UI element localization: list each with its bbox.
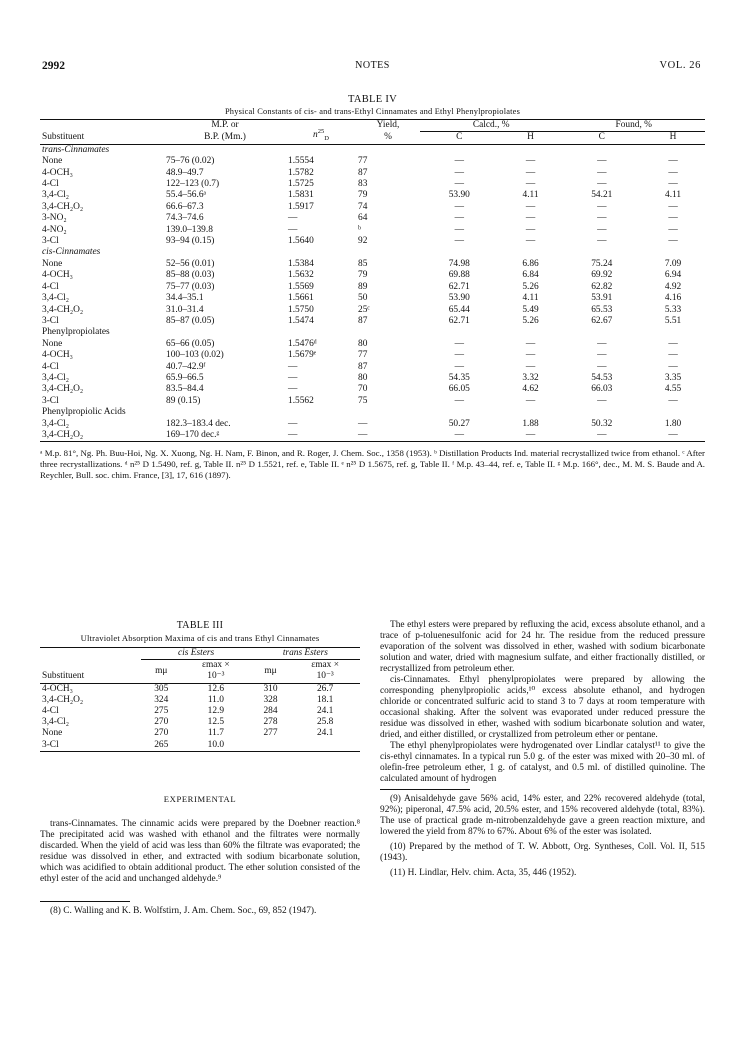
table-cell: 75–77 (0.03) xyxy=(166,281,215,292)
table-row xyxy=(40,316,705,327)
table-iv-label: TABLE IV xyxy=(347,94,398,105)
table-cell: — xyxy=(454,361,464,372)
table-cell: — xyxy=(454,236,464,247)
table-row xyxy=(40,156,705,167)
table-cell: — xyxy=(525,156,536,167)
volume-label: VOL. 26 xyxy=(659,60,701,71)
table-cell: 34.4–35.1 xyxy=(166,293,204,304)
table-cell: 50.27 xyxy=(448,418,470,429)
table-cell: 277 xyxy=(263,728,278,739)
table-cell: — xyxy=(525,167,536,178)
table-section-header xyxy=(40,407,705,418)
table-cell: 11.7 xyxy=(207,728,224,739)
table-row xyxy=(40,430,705,442)
table-cell: — xyxy=(454,213,464,224)
table-cell: 324 xyxy=(154,694,169,705)
table-cell: — xyxy=(597,213,607,224)
table-cell: 3,4-CH₂O₂ xyxy=(42,384,84,395)
table-cell: — xyxy=(454,395,464,406)
table-cell: 3,4-CH₂O₂ xyxy=(42,429,84,440)
table-cell: — xyxy=(454,167,464,178)
table-cell: 5.49 xyxy=(522,304,539,315)
table-cell: 11.0 xyxy=(207,694,224,705)
table-cell: 12.5 xyxy=(207,717,225,728)
table-cell: 69.92 xyxy=(591,270,613,281)
col-trans-eps: εmax × 10⁻³ xyxy=(311,660,340,682)
table-cell: 275 xyxy=(154,706,169,717)
table-cell: — xyxy=(668,236,678,247)
table-cell: 4.11 xyxy=(522,190,539,201)
table-cell: 65–66 (0.05) xyxy=(166,338,215,349)
table-cell: ᵇ xyxy=(358,224,361,235)
table-cell: 65.44 xyxy=(448,304,470,315)
table-row xyxy=(40,202,705,213)
table-cell: 1.5831 xyxy=(288,190,314,201)
col-yield-line2: % xyxy=(384,131,392,142)
table-cell: 31.0–31.4 xyxy=(166,304,204,315)
table-cell: 4-OCH₃ xyxy=(42,167,73,178)
table-cell: 284 xyxy=(263,706,278,717)
section-name: trans-Cinnamates xyxy=(42,144,110,155)
table-cell: 5.51 xyxy=(664,315,682,326)
table-cell: — xyxy=(597,201,607,212)
table-cell: 25ᶜ xyxy=(358,304,370,315)
table-cell: 270 xyxy=(154,717,169,728)
col-cis-eps: εmax × 10⁻³ xyxy=(202,660,230,682)
table-cell: 62.82 xyxy=(591,281,613,292)
experimental-paragraph: trans-Cinnamates. The cinnamic acids were prepared by the Doebner reaction.⁸ The precipitated acid was washed with ethanol and the filtrates were normally discarded. When the yield of acid was less than 60% the filtrate was evaporated; the residue was dissolved in ether, and extracted with sodium bicarbonate solution, which was acidified to obtain additional product. The ether solution consisted of the ethyl ester of the acid and unchanged aldehyde.⁹ xyxy=(40,818,360,884)
experimental-heading: EXPERIMENTAL xyxy=(163,793,237,804)
table-cell: 3,4-Cl₂ xyxy=(42,717,69,728)
col-mp-line2: B.P. (Mm.) xyxy=(204,131,246,142)
section-name: Phenylpropiolates xyxy=(42,327,110,338)
section-name: cis-Cinnamates xyxy=(42,247,101,258)
col-found-c: C xyxy=(598,132,605,143)
table-cell: 4-NO₂ xyxy=(42,224,67,235)
table-cell: — xyxy=(597,167,607,178)
table-row xyxy=(40,236,705,247)
table-cell: 4-Cl xyxy=(42,179,59,190)
section-name: Phenylpropiolic Acids xyxy=(42,407,126,418)
table-cell: — xyxy=(525,429,536,440)
col-calcd-h: H xyxy=(527,132,534,143)
table-cell: — xyxy=(288,213,298,224)
table-cell: 4-Cl xyxy=(42,281,59,292)
hydrogenation-paragraph: The ethyl phenylpropiolates were hydrogenated over Lindlar catalyst¹¹ to give the cis-ethyl cinnamates. In a typical run 5.0 g. of the ester was mixed with 20–30 ml. of olefin-free petroleum ether, 1 g. of catalyst, and 0.5 ml. of distilled quinoline. The calculated amount of hydrogen xyxy=(380,741,705,784)
table-cell: — xyxy=(454,201,464,212)
table-cell: 4.92 xyxy=(664,281,682,292)
table-cell: — xyxy=(668,224,678,235)
table-cell: — xyxy=(668,350,678,361)
table-cell: — xyxy=(597,179,607,190)
table-cell: 52–56 (0.01) xyxy=(166,258,215,269)
table-cell: 66.6–67.3 xyxy=(166,201,204,212)
table-row xyxy=(40,305,705,316)
table-cell: 182.3–183.4 dec. xyxy=(166,418,231,429)
reference-8: (8) C. Walling and K. B. Wolfstirn, J. Am. Chem. Soc., 69, 852 (1947). xyxy=(50,905,317,916)
table-row xyxy=(40,695,360,706)
table-cell: 328 xyxy=(263,694,278,705)
table-cell: — xyxy=(668,201,678,212)
table-cell: 75.24 xyxy=(591,258,613,269)
table-section-header xyxy=(40,247,705,258)
table-cell: — xyxy=(597,361,607,372)
table-cell xyxy=(251,740,291,752)
table-cell: 4.55 xyxy=(664,384,682,395)
table-cell: — xyxy=(597,224,607,235)
table-cell: — xyxy=(358,429,368,440)
table-cell: 65.53 xyxy=(591,304,613,315)
table-cell: 65.9–66.5 xyxy=(166,372,204,383)
table-section-header xyxy=(40,327,705,338)
table-cell: 50 xyxy=(358,293,368,304)
table-cell: — xyxy=(454,156,464,167)
col-refractive-index: $n^{25}_D$ xyxy=(313,127,329,142)
table-cell: 24.1 xyxy=(316,706,334,717)
table-cell: 54.21 xyxy=(591,190,613,201)
table-cell: 83 xyxy=(358,179,368,190)
table-cell: 62.71 xyxy=(448,281,470,292)
table-row xyxy=(40,384,705,395)
table-cell: 79 xyxy=(358,190,368,201)
col-found-h: H xyxy=(669,132,677,143)
table-cell: 1.5640 xyxy=(288,236,314,247)
table-cell: 1.5725 xyxy=(288,179,314,190)
table-cell: 5.26 xyxy=(522,281,539,292)
table-cell: 66.03 xyxy=(591,384,613,395)
table-row xyxy=(40,740,360,752)
table-cell: 5.33 xyxy=(664,304,682,315)
table-cell: 1.5750 xyxy=(288,304,314,315)
table-section-header xyxy=(40,144,705,156)
table-cell: 1.5384 xyxy=(288,258,314,269)
table-cell: — xyxy=(668,213,678,224)
table-cell: 1.88 xyxy=(522,418,539,429)
table-cell: — xyxy=(454,338,464,349)
table-cell: 6.86 xyxy=(522,258,539,269)
table-cell: 3-Cl xyxy=(42,395,59,406)
table-cell: 1.5632 xyxy=(288,270,314,281)
table-row xyxy=(40,282,705,293)
table-cell: 64 xyxy=(358,213,368,224)
table-cell: 87 xyxy=(358,315,368,326)
table-cell: 5.26 xyxy=(522,315,539,326)
table-cell: 25.8 xyxy=(316,717,334,728)
table-cell: 89 xyxy=(358,281,368,292)
table-iv-title: Physical Constants of cis- and trans-Ethyl Cinnamates and Ethyl Phenylpropiolates xyxy=(224,107,521,116)
table-cell: — xyxy=(288,361,298,372)
table-cell: 85–87 (0.05) xyxy=(166,315,215,326)
reference-11: (11) H. Lindlar, Helv. chim. Acta, 35, 446 (1952). xyxy=(390,868,577,878)
table-cell: 4-OCH₃ xyxy=(42,270,73,281)
table-cell: — xyxy=(597,236,607,247)
table-cell: 122–123 (0.7) xyxy=(166,179,220,190)
table-cell: 77 xyxy=(358,350,368,361)
col-trans-mu: mμ xyxy=(264,665,277,676)
col-substituent: Substituent xyxy=(42,132,85,143)
table-cell: — xyxy=(668,167,678,178)
table-cell: 4-OCH₃ xyxy=(42,350,73,361)
table-row xyxy=(40,190,705,201)
table-cell: 70 xyxy=(358,384,368,395)
table-cell: 1.5554 xyxy=(288,156,314,167)
table-cell: 85–88 (0.03) xyxy=(166,270,215,281)
table-cell: 4.11 xyxy=(522,293,539,304)
table-cell: 40.7–42.9ᶠ xyxy=(166,361,206,372)
table-cell: 4-Cl xyxy=(42,361,59,372)
table-cell: — xyxy=(288,372,298,383)
col-mp-line1: M.P. or xyxy=(211,120,239,130)
table-cell: — xyxy=(288,418,298,429)
reference-9: (9) Anisaldehyde gave 56% acid, 14% ester, and 22% recovered aldehyde (total, 92%); piperonal, 47.5% acid, 20.5% ester, and 15% recovered aldehyde (total, 83%). The use of practical grade m-nitrobenzaldehyde gave a green reaction mixture, and lowered the yield from 87% to 67%. About 6% of the ester was isolated. xyxy=(380,794,705,837)
table-cell: 7.09 xyxy=(664,258,682,269)
table-iv-body xyxy=(40,144,705,442)
table-cell: — xyxy=(597,429,607,440)
table-cell: 66.05 xyxy=(448,384,470,395)
table-row xyxy=(40,350,705,361)
table-cell: 74 xyxy=(358,201,368,212)
table-cell: 3-NO₂ xyxy=(42,213,67,224)
table-cell: — xyxy=(454,179,464,190)
table-cell: — xyxy=(288,384,298,395)
table-row xyxy=(40,270,705,281)
table-cell: 50.32 xyxy=(591,418,613,429)
table-cell: 3,4-Cl₂ xyxy=(42,190,69,201)
esterification-paragraph: The ethyl esters were prepared by refluxing the acid, excess absolute ethanol, and a trace of p-toluenesulfonic acid for 24 hr. The residue from the reduced pressure evaporation of the solvent was dissolved in ether, washed with sodium bicarbonate solution and water, dried with magnesium sulfate, and either fractionally distilled, or recrystallized from petroleum ether. xyxy=(380,620,705,674)
table-cell: — xyxy=(525,201,536,212)
table-iii-body xyxy=(40,683,360,751)
table-cell: 80 xyxy=(358,338,368,349)
table-cell: 53.90 xyxy=(448,190,470,201)
table-row xyxy=(40,179,705,190)
table-row xyxy=(40,728,360,739)
col-yield-line1: Yield, xyxy=(376,120,400,130)
table-cell: 74.3–74.6 xyxy=(166,213,204,224)
table-cell: 1.5782 xyxy=(288,167,314,178)
table-cell: 93–94 (0.15) xyxy=(166,236,215,247)
table-cell: 169–170 dec.ᵍ xyxy=(166,429,220,440)
table-cell: 3.35 xyxy=(664,372,682,383)
table-row xyxy=(40,339,705,350)
cis-cinnamates-paragraph: cis-Cinnamates. Ethyl phenylpropiolates were prepared by allowing the corresponding phenylpropiolic acids,¹⁰ excess absolute ethanol, and hydrogen chloride or concentrated sulfuric acid to stand 3 to 7 days at room temperature with occasional shaking. After the solvent was evaporated under reduced pressure the residue was dissolved in ether, washed with sodium bicarbonate solution and water, dried, and either distilled, or crystallized from petroleum ether or pentane. xyxy=(380,675,705,740)
table-cell: — xyxy=(525,179,536,190)
table-cell: 265 xyxy=(154,739,169,750)
table-cell: 92 xyxy=(358,236,368,247)
table-cell: 6.84 xyxy=(522,270,539,281)
table-cell: — xyxy=(454,429,464,440)
table-cell: 69.88 xyxy=(448,270,470,281)
table-cell: 87 xyxy=(358,167,368,178)
col-calcd-c: C xyxy=(456,132,463,143)
table-cell: 75–76 (0.02) xyxy=(166,156,215,167)
table-cell: 83.5–84.4 xyxy=(166,384,204,395)
table-cell: — xyxy=(597,156,607,167)
col-trans-esters: trans Esters xyxy=(251,648,360,660)
col-cis-esters: cis Esters xyxy=(141,648,250,660)
table-cell: None xyxy=(42,338,63,349)
col-cis-mu: mμ xyxy=(155,665,168,676)
table-iii-title: Ultraviolet Absorption Maxima of cis and trans Ethyl Cinnamates xyxy=(80,633,320,643)
table-cell: 3,4-CH₂O₂ xyxy=(42,304,84,315)
table-row xyxy=(40,259,705,270)
table-cell: — xyxy=(454,350,464,361)
table-cell: 62.67 xyxy=(591,315,613,326)
table-cell: 4-OCH₃ xyxy=(42,683,73,694)
table-cell: 1.80 xyxy=(664,418,682,429)
section-title: NOTES xyxy=(355,60,390,71)
journal-page xyxy=(40,60,705,916)
footnote-rule xyxy=(40,901,130,902)
table-cell: 1.5679ᵉ xyxy=(288,350,317,361)
table-cell: — xyxy=(525,338,536,349)
table-cell: 3-Cl xyxy=(42,315,59,326)
table-cell: — xyxy=(668,361,678,372)
table-row xyxy=(40,683,360,695)
table-cell: 1.5562 xyxy=(288,395,314,406)
table-cell: 80 xyxy=(358,372,368,383)
table-iii-label: TABLE III xyxy=(176,620,224,631)
table-cell: 53.91 xyxy=(591,293,613,304)
table-cell: 278 xyxy=(263,717,278,728)
left-column xyxy=(40,620,360,917)
table-cell: 1.5661 xyxy=(288,293,314,304)
table-row xyxy=(40,213,705,224)
table-cell: 62.71 xyxy=(448,315,470,326)
table-cell: 53.90 xyxy=(448,293,470,304)
table-cell: 3,4-CH₂O₂ xyxy=(42,694,84,705)
col-found: Found, % xyxy=(562,120,705,132)
table-cell: 10.0 xyxy=(207,739,225,750)
table-cell: — xyxy=(597,395,607,406)
table-cell: 305 xyxy=(154,683,169,694)
table-cell: 79 xyxy=(358,270,368,281)
running-header xyxy=(40,60,705,76)
table-cell: 3,4-CH₂O₂ xyxy=(42,201,84,212)
table-cell: — xyxy=(668,156,678,167)
table-cell: 54.35 xyxy=(448,372,470,383)
reference-10: (10) Prepared by the method of T. W. Abbott, Org. Syntheses, Coll. Vol. II, 515 (1943). xyxy=(380,842,705,863)
footnote-rule xyxy=(380,789,470,790)
table-cell: 74.98 xyxy=(448,258,470,269)
table-cell: 270 xyxy=(154,728,169,739)
table-cell: — xyxy=(454,224,464,235)
table-row xyxy=(40,373,705,384)
table-cell: 4-Cl xyxy=(42,706,59,717)
table-cell: 310 xyxy=(263,683,278,694)
table-cell: — xyxy=(668,338,678,349)
table-cell: 1.5476ᵈ xyxy=(288,338,317,349)
table-cell: 4.16 xyxy=(664,293,682,304)
table-cell: 4.11 xyxy=(665,190,682,201)
table-cell: — xyxy=(525,236,536,247)
table-cell: 48.9–49.7 xyxy=(166,167,204,178)
table-cell: 54.53 xyxy=(591,372,613,383)
table-cell: 3-Cl xyxy=(42,739,59,750)
table-cell: 1.5474 xyxy=(288,315,314,326)
table-cell: 6.94 xyxy=(664,270,682,281)
table-cell: 3-Cl xyxy=(42,236,59,247)
table-cell: 3.32 xyxy=(522,372,539,383)
col-calcd: Calcd., % xyxy=(420,120,562,132)
table-cell: — xyxy=(525,350,536,361)
table-cell: 12.9 xyxy=(207,706,225,717)
table-cell: 55.4–56.6ᵃ xyxy=(166,190,207,201)
table-row xyxy=(40,717,360,728)
table-cell: — xyxy=(668,429,678,440)
table-cell: 139.0–139.8 xyxy=(166,224,213,235)
page-number: 2992 xyxy=(42,60,65,72)
table-row xyxy=(40,362,705,373)
table-cell: 4.62 xyxy=(522,384,539,395)
table-cell: — xyxy=(525,224,536,235)
table-cell: 89 (0.15) xyxy=(166,395,201,406)
table-cell: — xyxy=(288,429,298,440)
table-row xyxy=(40,396,705,407)
table-cell: None xyxy=(42,156,63,167)
table-iii xyxy=(40,647,360,752)
table-cell: — xyxy=(358,418,368,429)
table-cell: 24.1 xyxy=(316,728,334,739)
table-cell: — xyxy=(525,395,536,406)
table-row xyxy=(40,706,360,717)
table-cell: 26.7 xyxy=(316,683,334,694)
table-cell: 87 xyxy=(358,361,368,372)
table-row xyxy=(40,225,705,236)
col-t3-substituent: Substituent xyxy=(42,671,85,682)
table-cell: — xyxy=(668,179,678,190)
table-iv xyxy=(40,119,705,442)
table-cell: 75 xyxy=(358,395,368,406)
table-cell: 3,4-Cl₂ xyxy=(42,418,69,429)
table-cell: 1.5917 xyxy=(288,201,314,212)
table-cell: — xyxy=(668,395,678,406)
table-cell: — xyxy=(525,361,536,372)
table-cell: 3,4-Cl₂ xyxy=(42,372,69,383)
table-cell: — xyxy=(597,350,607,361)
table-row xyxy=(40,168,705,179)
table-row xyxy=(40,419,705,430)
table-cell: — xyxy=(597,338,607,349)
table-cell: 100–103 (0.02) xyxy=(166,350,224,361)
table-cell: 3,4-Cl₂ xyxy=(42,293,69,304)
table-cell: 18.1 xyxy=(316,694,334,705)
table-cell: None xyxy=(42,728,63,739)
table-cell xyxy=(290,740,360,752)
table-cell: — xyxy=(525,213,536,224)
table-cell: None xyxy=(42,258,63,269)
table-cell: 85 xyxy=(358,258,368,269)
table-row xyxy=(40,293,705,304)
table-cell: 77 xyxy=(358,156,368,167)
table-iv-footnotes: ᵃ M.p. 81°, Ng. Ph. Buu-Hoi, Ng. X. Xuong, Ng. H. Nam, F. Binon, and R. Roger, J. Chem. Soc., 1358 (1953). ᵇ Distillation Products Ind. material recrystallized twice from ethanol. ᶜ After three recrystallizations. ᵈ n²⁵ D 1.5490, ref. g, Table II. n²⁵ D 1.5521, ref. e, Table II. ᵉ n²⁵ D 1.5675, ref. g, Table II. ᶠ M.p. 43–44, ref. e, Table II. ᵍ M.p. 166°, dec., M. M. S. Baude and A. Reychler, Bull. soc. chim. France, [3], 17, 616 (1897). xyxy=(40,448,705,480)
table-cell: 12.6 xyxy=(207,683,225,694)
table-cell: — xyxy=(288,224,298,235)
right-column xyxy=(380,620,705,879)
table-cell: 1.5569 xyxy=(288,281,314,292)
